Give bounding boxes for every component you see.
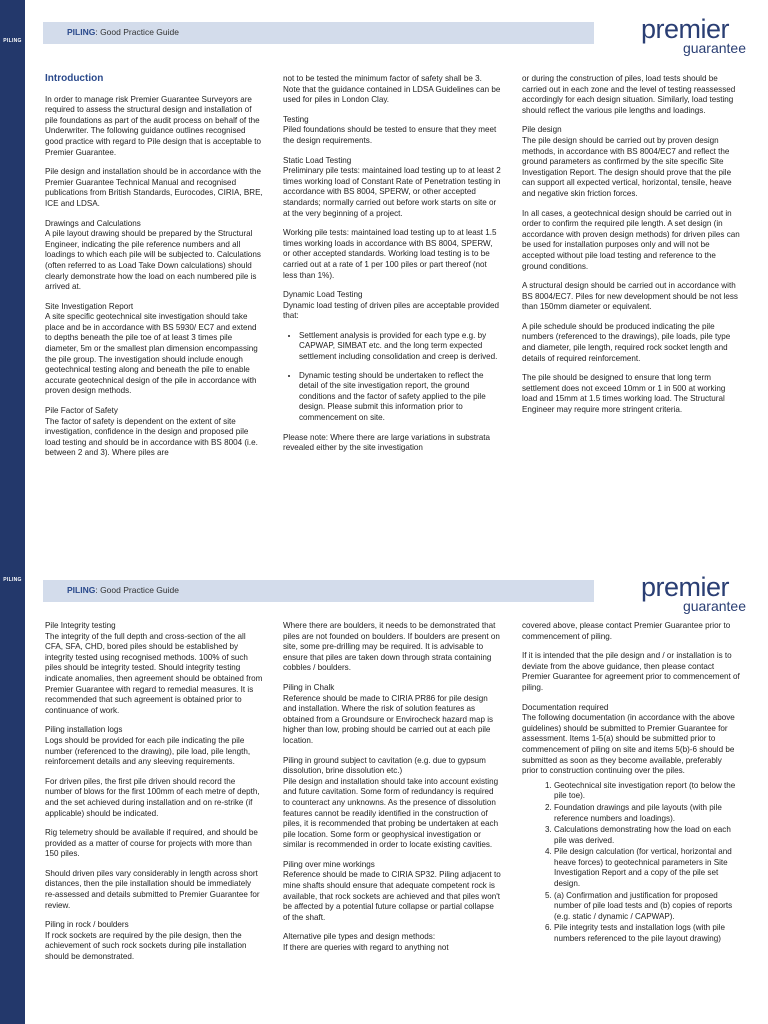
logo-main: premier [640, 14, 730, 44]
drawings-heading: Drawings and Calculations [45, 218, 141, 228]
boulders-paragraph: Where there are boulders, it needs to be demonstrated that piles are not founded on boulders. If boulders are present on site, some pre-drilling may be required. It is advisable to ensure that piles are taken down through strata containing cobbles / boulders. [283, 621, 500, 673]
deviate-paragraph: If it is intended that the pile design and / or installation is to deviate from the above guidance, then please contact Premier Guarantee for agreement prior to commencement of piling. [522, 651, 740, 692]
site-investigation-heading: Site Investigation Report [45, 301, 134, 311]
c2-paragraph-1: not to be tested the minimum factor of safety shall be 3. Note that the guidance contained in LDSA Guidelines can be used for piles in London Clay. [283, 74, 501, 105]
list-item: 6. Pile integrity tests and installation logs (with pile numbers referenced to the pile layout drawing) [554, 923, 740, 944]
intro-paragraph-2: Pile design and installation should be in accordance with the Premier Guarantee Technical Manual and recognised publications from British Standards, Eurocodes, CIRIA, BRE, ICE and LDSA. [45, 167, 263, 208]
static-load-heading: Static Load Testing [283, 155, 352, 165]
logs-heading: Piling installation logs [45, 725, 123, 735]
site-investigation-paragraph: A site specific geotechnical site investigation should take place and be in accordance with BS 5930/ EC7 and extend to depths beneath the pile toe of at least 3 times pile diameter, 5m or the smallest plan dimension encompassing the pile group. The investigation should include enough geotechnical testing along and beneath the pile to enable accurate geotechnical design of the pile in accordance with proven design methods. [45, 312, 258, 396]
intro-title: Introduction [45, 73, 104, 84]
documentation-list [522, 781, 740, 945]
cavitation-paragraph: Pile design and installation should take into account existing and future cavitation. Some form of redundancy is required to counteract any unknowns. As the presence of dissolution features cannot be readily identified in the construction of piles, it is recommended that probing be undertaken at each pile location. Some form or geophysical investigation or similar is recommended in order to locate existing cavities. [283, 776, 499, 850]
driven-paragraph: For driven piles, the first pile driven should record the number of blows for the first 100mm of each metre of depth, and the set achieved during installation and on re-strike (if applicable) should be indicated. [45, 776, 260, 818]
column-2 [283, 621, 501, 963]
sidebar-strip [0, 0, 25, 1024]
note-paragraph: Please note: Where there are large variations in substrata revealed either by the site investigation [283, 432, 490, 453]
logo-sub: guarantee [682, 40, 746, 56]
pile-design-heading: Pile design [522, 125, 562, 135]
testing-heading: Testing [283, 114, 309, 124]
header-guide: : Good Practice Guide [95, 585, 179, 595]
list-item: • Settlement analysis is provided for each type e.g. by CAPWAP, SIMBAT etc. and the long term expected settlement including consolidation and creep is derived. [299, 331, 501, 363]
c3-paragraph-1: or during the construction of piles, load tests should be carried out in each zone and the level of testing reassessed accordingly for each design situation. Similarly, load testing should reflect the various pile lengths and loadings. [522, 74, 736, 115]
column-1 [45, 621, 263, 972]
integrity-heading: Pile Integrity testing [45, 621, 116, 630]
integrity-paragraph: The integrity of the full depth and cross-section of the all CFA, SFA, CHD, bored piles should be established by integrity tested using recognised methods. 100% of such piles should be integrity tested. Should integrity testing indicate anomalies, then agreement should be obtained from Premier Guarantee with regard to remedial measures. It is recommended that such agreement is obtained prior to continuance of work. [45, 631, 263, 715]
rock-paragraph: If rock sockets are required by the pile design, then the achievement of such rock sockets during pile installation should be demonstrated. [45, 930, 247, 962]
header-bar [43, 22, 594, 44]
structural-paragraph: A structural design should be carried out in accordance with BS 8004/EC7. Piles for new development should be not less than 150mm diameter or equivalent. [522, 281, 738, 312]
intro-paragraph-1: In order to manage risk Premier Guarantee Surveyors are required to assess the structural design and installation of pile foundations as part of the audit process on behalf of the Underwriter. The following guidance outlines recognised good practice with regard to Pile design that is acceptable to Premier Guarantee. [45, 94, 261, 157]
header-piling: PILING [67, 27, 96, 37]
logo-main: premier [640, 572, 730, 602]
mine-heading: Piling over mine workings [283, 859, 375, 869]
premier-guarantee-logo [610, 16, 760, 55]
header-title [67, 27, 179, 37]
cavitation-heading: Piling in ground subject to cavitation (e.g. due to gypsum dissolution, brine dissolution etc.) [283, 755, 486, 776]
documentation-heading: Documentation required [522, 702, 609, 712]
static-load-paragraph: Preliminary pile tests: maintained load testing up to at least 2 times working load of Constant Rate of Penetration testing in accordance with BS 8004, SPERW, or other accepted standards; normally carried out before work starts on site or at the very beginning of a project. [283, 166, 501, 218]
list-item: 3. Calculations demonstrating how the load on each pile was derived. [554, 825, 740, 846]
all-cases-paragraph: In all cases, a geotechnical design should be carried out in order to confirm the required pile length. A set design (in accordance with proven design methods) for driven piles can be used for installation purposes only and will not be accepted without pile load testing and reference to the ground conditions. [522, 208, 740, 271]
column-2 [283, 74, 501, 463]
working-pile-paragraph: Working pile tests: maintained load testing up to at least 1.5 times working loads in accordance with BS 8004, SPERW, or other accepted standards. Working load testing is to be carried out at a rate of 1 per 100 piles or part thereof (not less than 1%). [283, 228, 497, 280]
list-item: 5. (a) Confirmation and justification for proposed number of pile load tests and (b) copies of reports (e.g. static / dynamic / CAPWAP). [554, 891, 740, 923]
page-2 [25, 558, 768, 1024]
factor-of-safety-paragraph: The factor of safety is dependent on the extent of site investigation, confidence in the design and proposed pile load testing and should be in accordance with BS 8004 (i.e. between 2 and 3). Where piles are [45, 416, 258, 458]
vary-paragraph: Should driven piles vary considerably in length across short distances, then the pile installation should be immediately re-assessed and details submitted to Premier Guarantee for review. [45, 868, 260, 910]
rig-paragraph: Rig telemetry should be available if required, and should be provided as a matter of course for projects with more than 150 piles. [45, 828, 258, 859]
logo-sub: guarantee [682, 598, 746, 614]
mine-paragraph: Reference should be made to CIRIA SP32. Piling adjacent to mine shafts should ensure that adequate competent rock is available, that rock sockets are achieved and that piles won't be affected by a potential future collapse or partial collapse of the shaft. [283, 870, 501, 922]
header-bar [43, 580, 594, 602]
list-item: 4. Pile design calculation (for vertical, horizontal and heave forces) to geotechnical parameters in Site Investigation Report and a copy of the pile set design. [554, 847, 740, 889]
chalk-heading: Piling in Chalk [283, 682, 335, 692]
premier-guarantee-logo [610, 574, 760, 613]
pile-design-paragraph: The pile design should be carried out by proven design methods, in accordance with BS 8004/EC7 and reflect the ground parameters as confirmed by the site specific Site Investigation Report. The design should prove that the pile can support all expected vertical, horizontal, tensile, heave and negative skin friction forces. [522, 135, 732, 198]
documentation-paragraph: The following documentation (in accordance with the above guidelines) should be submitted to Premier Guarantee for assessment. Items 1-5(a) should be submitted prior to commencement of piling on site and items 5(b)-6 should be submitted as soon as they become available, preferably prior to construction continuing over the piles. [522, 713, 735, 776]
alternative-heading: Alternative pile types and design methods: [283, 932, 436, 942]
chalk-paragraph: Reference should be made to CIRIA PR86 for pile design and installation. Where the risk of solution features as obtained from a Groundsure or Envirocheck hazard map is higher than low, probing should be carried out at each pile location. [283, 693, 494, 745]
page-1 [25, 0, 768, 512]
header-piling: PILING [67, 585, 96, 595]
header-guide: : Good Practice Guide [95, 27, 179, 37]
list-item: 1. Geotechnical site investigation report (to below the pile toe). [554, 781, 740, 802]
dynamic-load-heading: Dynamic Load Testing [283, 290, 363, 300]
alternative-paragraph: If there are queries with regard to anything not [283, 943, 449, 953]
schedule-paragraph: A pile schedule should be produced indicating the pile numbers (referenced to the drawings), pile loads, pile type and diameter, pile length, required rock socket length and details of required reinforcement. [522, 321, 731, 363]
dynamic-bullets [283, 331, 501, 424]
testing-paragraph: Piled foundations should be tested to ensure that they meet the design requirements. [283, 125, 497, 145]
rock-heading: Piling in rock / boulders [45, 920, 129, 930]
list-item: 2. Foundation drawings and pile layouts (with pile reference numbers and loadings). [554, 803, 740, 824]
column-3 [522, 621, 740, 954]
page-gap [25, 512, 768, 558]
c3-paragraph-1: covered above, please contact Premier Guarantee prior to commencement of piling. [522, 621, 731, 641]
dynamic-load-paragraph: Dynamic load testing of driven piles are acceptable provided that: [283, 300, 499, 321]
side-label-page2: PILING [3, 577, 22, 583]
settlement-paragraph: The pile should be designed to ensure that long term settlement does not exceed 10mm or 1 in 500 at working load and 15mm at 1.5 times working load. The Structural Engineer may require more stringent criteria. [522, 373, 726, 415]
side-label-page1: PILING [3, 38, 22, 44]
column-3 [522, 74, 740, 425]
header-title [67, 585, 179, 595]
column-1 [45, 74, 263, 468]
list-item: • Dynamic testing should be undertaken to reflect the detail of the site investigation report, the ground conditions and the factor of safety applied to the pile design. Please submit this information prior to commencement on site. [299, 371, 501, 424]
logs-paragraph: Logs should be provided for each pile indicating the pile number (referenced to the drawing), pile load, pile length, reinforcement details and any sleeving requirements. [45, 735, 251, 767]
factor-of-safety-heading: Pile Factor of Safety [45, 406, 118, 416]
drawings-paragraph: A pile layout drawing should be prepared by the Structural Engineer, indicating the pile reference numbers and all loadings to which each pile will be subjected to. Calculations (often referred to as Load Take Down calculations) should clearly demonstrate how the load on each numbered pile is arrived at. [45, 229, 261, 292]
